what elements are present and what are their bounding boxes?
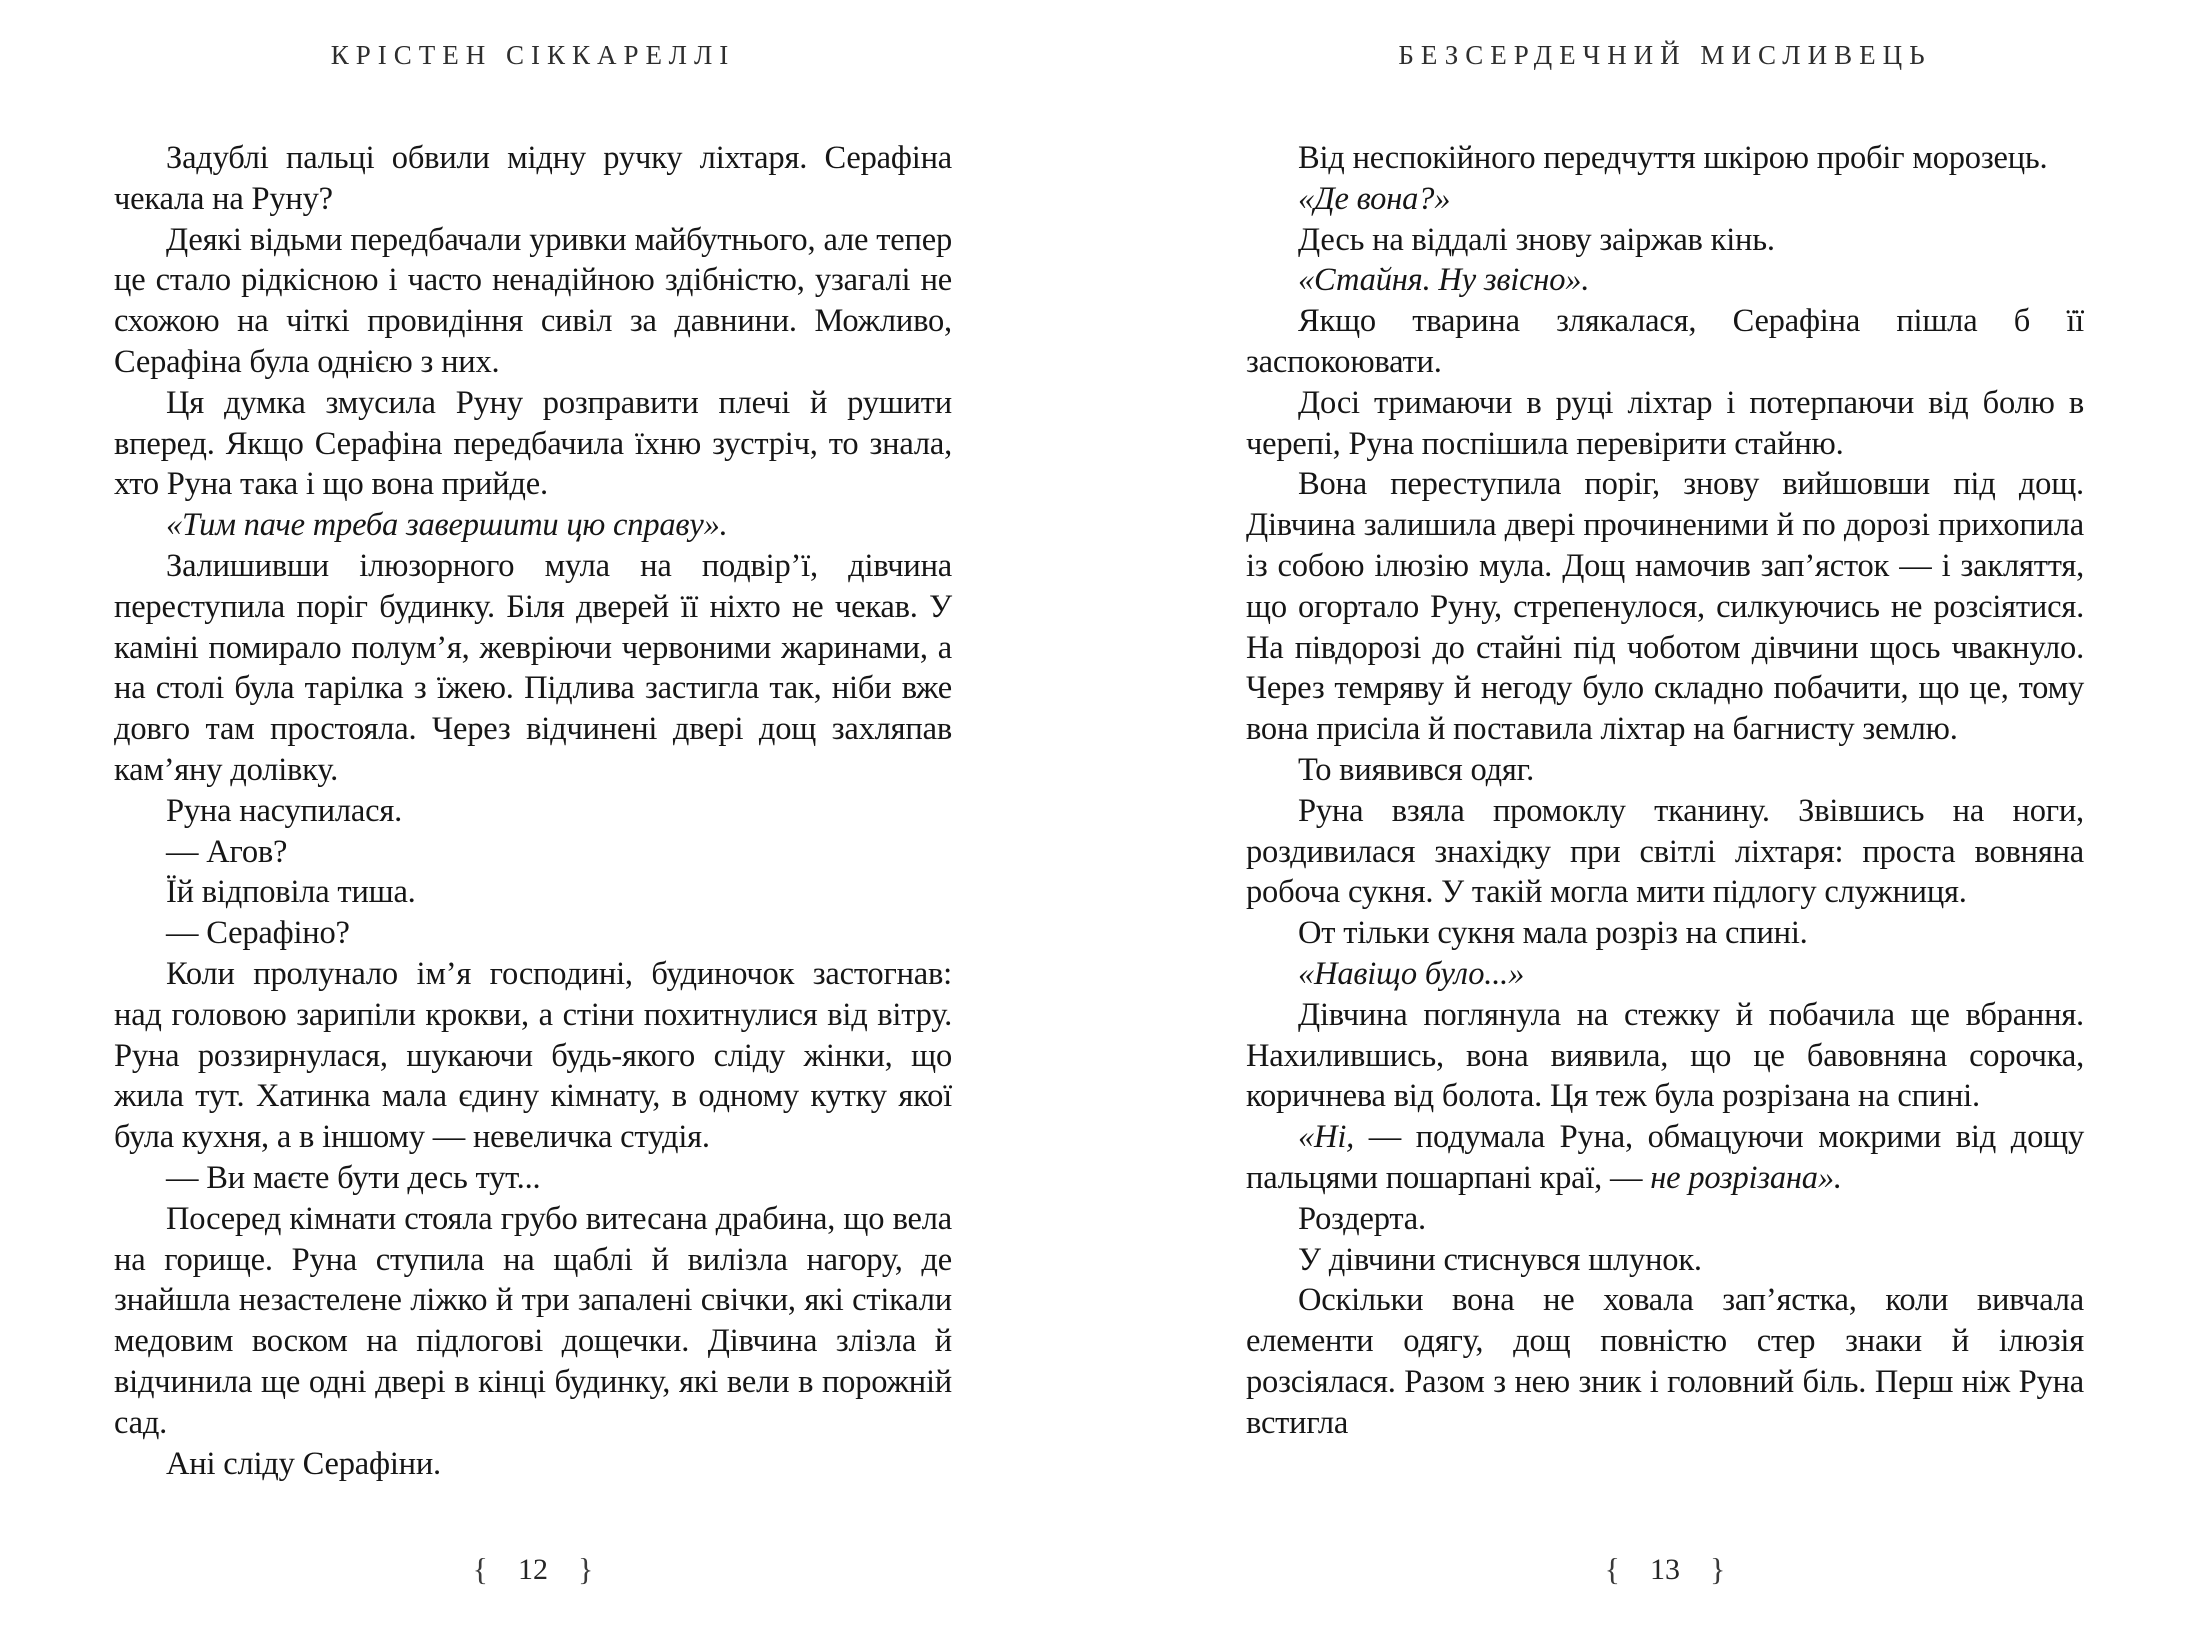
paragraph: [1246, 1117, 2084, 1199]
text-run: Посеред кімнати стояла грубо витесана драбина, що вела на горище. Руна ступила на щаблі й вилізла нагору, де знайшла незастелене ліжко й три запалені свічки, які стікали медовим воском на підлогові дощечки. Дівчина злізла й відчинила ще одні двері в кінці будинку, які вели в порожній сад.: [114, 1200, 952, 1441]
text-run: Руна взяла промоклу тканину. Звівшись на ноги, роздивилася знахідку при світлі ліхтаря: проста вовняна робоча сукня. У такій могла мити підлогу служниця.: [1246, 792, 2084, 911]
footer-ornament-left: {: [472, 1551, 488, 1587]
text-run: У дівчини стиснувся шлунок.: [1298, 1241, 1702, 1278]
paragraph: [1246, 913, 2084, 954]
page-footer: [1246, 1550, 2084, 1587]
text-run: Досі тримаючи в руці ліхтар і потерпаючи від болю в черепі, Руна поспішила перевірити стайню.: [1246, 384, 2084, 462]
paragraph: [1246, 260, 2084, 301]
text-run: Десь на віддалі знову заіржав кінь.: [1298, 221, 1775, 258]
text-run: Якщо тварина злякалася, Серафіна пішла б її заспокоювати.: [1246, 303, 2084, 380]
paragraph: [114, 1199, 952, 1444]
page-body-text: [114, 138, 952, 1484]
paragraph: [114, 832, 952, 873]
text-run: — Агов?: [166, 833, 288, 870]
text-run: От тільки сукня мала розріз на спині.: [1298, 915, 1808, 952]
text-run: Ця думка змусила Руну розправити плечі й рушити вперед. Якщо Серафіна передбачила їхню зустріч, то знала, хто Руна така і що вона прийде.: [114, 384, 952, 503]
italic-text-run: «Ні,: [1298, 1119, 1355, 1156]
paragraph: [114, 1158, 952, 1199]
paragraph: [1246, 301, 2084, 383]
page-footer: [114, 1550, 952, 1587]
italic-text-run: «Навіщо було...»: [1298, 955, 1525, 992]
italic-text-run: «Стайня. Ну звісно».: [1298, 262, 1590, 299]
paragraph: [1246, 995, 2084, 1117]
text-run: Їй відповіла тиша.: [166, 874, 416, 911]
paragraph: [114, 220, 952, 383]
page-body-text: [1246, 138, 2084, 1444]
paragraph: [114, 872, 952, 913]
text-run: — подумала Руна, обмацуючи мокрими від дощу пальцями пошарпані краї, —: [1246, 1119, 2084, 1196]
page-left: [114, 0, 952, 1650]
paragraph: [114, 954, 952, 1158]
paragraph: [1246, 464, 2084, 750]
italic-text-run: «Тим паче треба завершити цю справу».: [166, 507, 728, 544]
paragraph: [1246, 1280, 2084, 1443]
paragraph: [114, 505, 952, 546]
page-number: 13: [1650, 1553, 1680, 1586]
text-run: Коли пролунало ім’я господині, будиночок застогнав: над головою зарипіли крокви, а стіни похитнулися від вітру. Руна роззирнулася, шукаючи будь-якого сліду жінки, що жила тут. Хатинка мала єдину кімнату, в одному кутку якої була кухня, а в іншому — невеличка студія.: [114, 955, 952, 1156]
text-run: Роздерта.: [1298, 1200, 1426, 1237]
paragraph: [114, 138, 952, 220]
page-number: 12: [518, 1553, 548, 1586]
paragraph: [1246, 1199, 2084, 1240]
footer-ornament-right: }: [578, 1551, 594, 1587]
text-run: Вона переступила поріг, знову вийшовши під дощ. Дівчина залишила двері прочиненими й по дорозі прихопила із собою ілюзію мула. Дощ намочив зап’ясток — і закляття, що огортало Руну, стрепенулося, силкуючись не розсіятися. На півдорозі до стайні під чоботом дівчини щось чвакнуло. Через темряву й негоду було складно побачити, що це, тому вона присіла й поставила ліхтар на багнисту землю.: [1246, 466, 2084, 748]
page-right: [1246, 0, 2084, 1650]
italic-text-run: «Де вона?»: [1298, 180, 1451, 217]
paragraph: [1246, 954, 2084, 995]
text-run: — Ви маєте бути десь тут...: [166, 1159, 541, 1196]
paragraph: [1246, 750, 2084, 791]
text-run: Залишивши ілюзорного мула на подвір’ї, дівчина переступила поріг будинку. Біля дверей її ніхто не чекав. У каміні помирало полум’я, жевріючи червоними жаринами, а на столі була тарілка з їжею. Підлива застигла так, ніби вже довго там простояла. Через відчинені двері дощ захляпав кам’яну долівку.: [114, 547, 952, 788]
running-header-book-title: БЕЗСЕРДЕЧНИЙ МИСЛИВЕЦЬ: [1398, 40, 1932, 70]
footer-ornament-right: }: [1710, 1551, 1726, 1587]
paragraph: [1246, 791, 2084, 913]
text-run: — Серафіно?: [166, 915, 350, 952]
text-run: То виявився одяг.: [1298, 751, 1535, 788]
text-run: Руна насупилася.: [166, 792, 403, 829]
paragraph: [114, 791, 952, 832]
paragraph: [1246, 1240, 2084, 1281]
text-run: Деякі відьми передбачали уривки майбутнього, але тепер це стало рідкісною і часто ненадійною здібністю, узагалі не схожою на чіткі провидіння сивіл за давнини. Можливо, Серафіна була однією з них.: [114, 221, 952, 380]
paragraph: [1246, 220, 2084, 261]
paragraph: [1246, 383, 2084, 465]
footer-ornament-left: {: [1604, 1551, 1620, 1587]
text-run: Дівчина поглянула на стежку й побачила ще вбрання. Нахилившись, вона виявила, що це бавовняна сорочка, коричнева від болота. Ця теж була розрізана на спині.: [1246, 996, 2084, 1115]
paragraph: [114, 546, 952, 791]
text-run: Задублі пальці обвили мідну ручку ліхтаря. Серафіна чекала на Руну?: [114, 140, 952, 217]
paragraph: [114, 383, 952, 505]
text-run: Від неспокійного передчуття шкірою пробіг морозець.: [1298, 140, 2048, 176]
text-run: Ані сліду Серафіни.: [166, 1445, 441, 1482]
paragraph: [114, 1444, 952, 1485]
paragraph: [114, 913, 952, 954]
italic-text-run: не розрізана».: [1650, 1159, 1842, 1196]
paragraph: [1246, 138, 2084, 179]
text-run: Оскільки вона не ховала зап’ястка, коли вивчала елементи одягу, дощ повністю стер знаки й ілюзія розсіялася. Разом з нею зник і головний біль. Перш ніж Руна встигла: [1246, 1282, 2084, 1441]
running-header-author: КРІСТЕН СІККАРЕЛЛІ: [330, 40, 736, 70]
paragraph: [1246, 179, 2084, 220]
